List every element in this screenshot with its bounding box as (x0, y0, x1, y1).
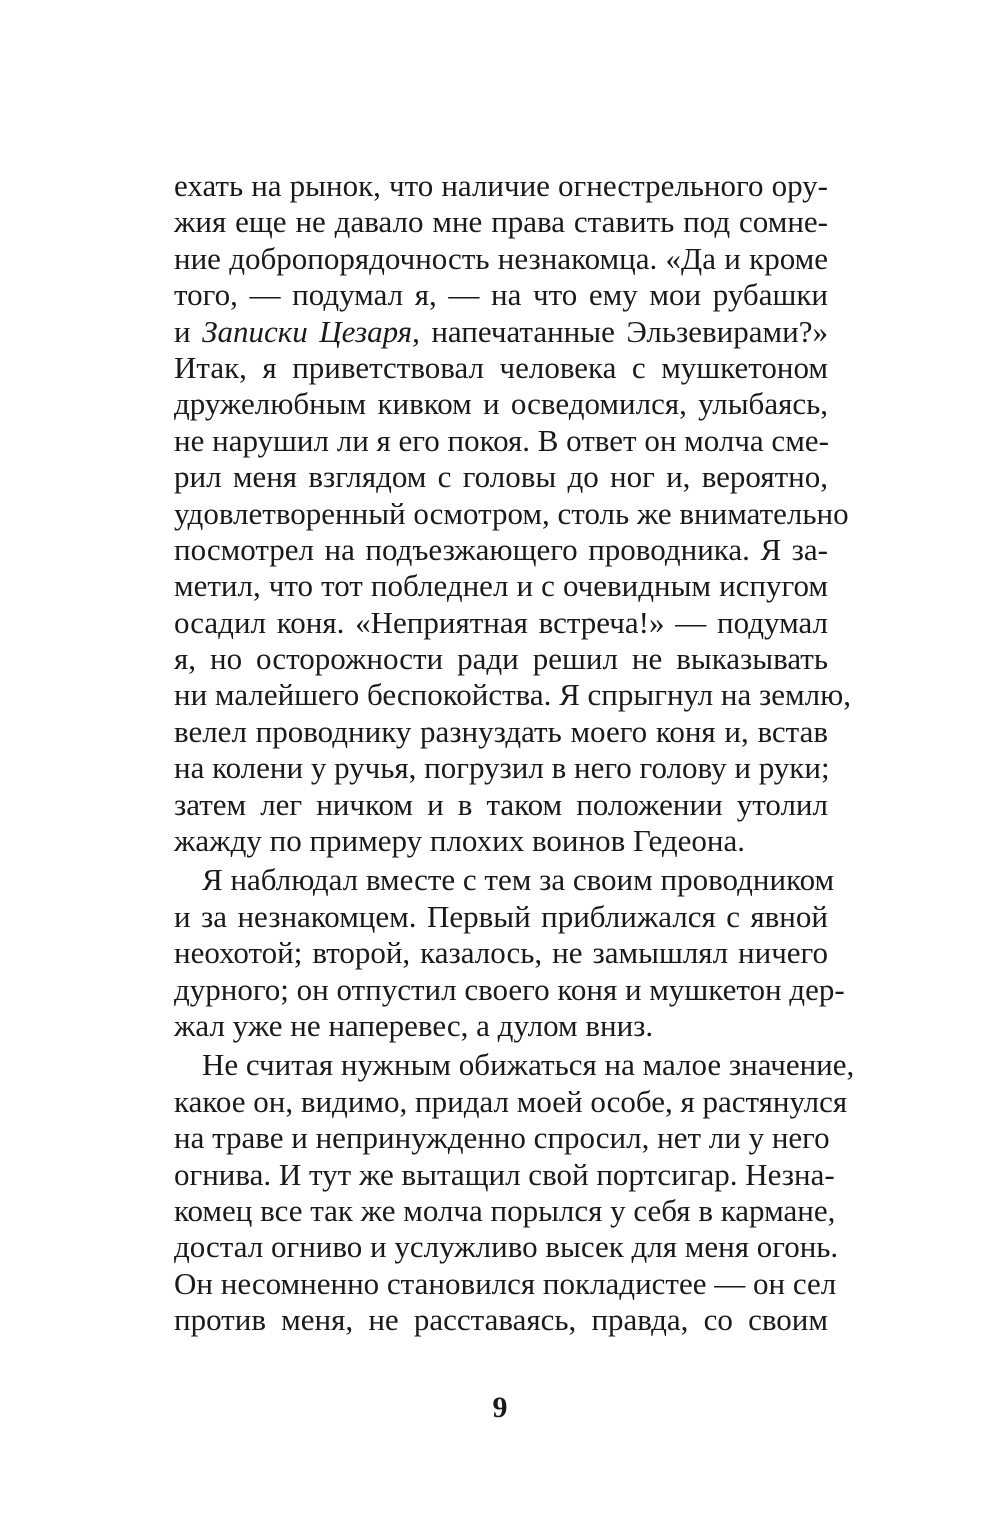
text-line: удовлетворенный осмотром, столь же внимательно (174, 495, 849, 531)
text-line: дружелюбным кивком и осведомился, улыбаясь, (174, 386, 828, 422)
text-line: метил, что тот побледнел и с очевидным испугом (174, 568, 828, 604)
paragraph-2 (174, 862, 845, 1044)
text-line: дурного; он отпустил своего коня и мушкетон дер- (174, 971, 845, 1007)
text-line: жия еще не давало мне права ставить под сомне- (174, 204, 828, 240)
text-line: того, — подумал я, — на что ему мои рубашки (174, 277, 828, 313)
text-line: жал уже не наперевес, а дулом вниз. (174, 1007, 654, 1043)
text-line: велел проводнику разнуздать моего коня и, встав (174, 713, 828, 749)
text-line: достал огниво и услужливо высек для меня огонь. (174, 1229, 839, 1265)
text-line: рил меня взглядом с головы до ног и, вероятно, (174, 459, 828, 495)
text-line: комец все так же молча порылся у себя в кармане, (174, 1192, 836, 1228)
text-line: на траве и непринужденно спросил, нет ли у него (174, 1120, 830, 1156)
text-line: жажду по примеру плохих воинов Гедеона. (174, 823, 746, 859)
body-text (174, 168, 855, 1339)
text-line: огнива. И тут же вытащил свой портсигар. Незна- (174, 1156, 835, 1192)
text-line: ни малейшего беспокойства. Я спрыгнул на землю, (174, 677, 851, 713)
text-line: посмотрел на подъезжающего проводника. Я за- (174, 531, 828, 567)
text-line: неохотой; второй, казалось, не замышлял ничего (174, 935, 828, 971)
text-line: ние добропорядочность незнакомца. «Да и кроме (174, 240, 828, 276)
text-line: осадил коня. «Неприятная встреча!» — подумал (174, 604, 828, 640)
text-line: Я наблюдал вместе с тем за своим проводником (202, 862, 835, 898)
text-line: затем лег ничком и в таком положении утолил (174, 786, 828, 822)
book-title-italic: Записки Цезаря (202, 313, 413, 349)
text-line: Итак, я приветствовал человека с мушкетоном (174, 349, 828, 385)
text-line: на колени у ручья, погрузил в него голову и руки; (174, 750, 830, 786)
text-line: Не считая нужным обижаться на малое значение, (202, 1047, 855, 1083)
text-line: и за незнакомцем. Первый приближался с явной (174, 898, 828, 934)
text-line: какое он, видимо, придал моей особе, я растянулся (174, 1083, 848, 1119)
page-number: 9 (492, 1391, 508, 1424)
paragraph-1 (174, 168, 851, 859)
text-fragment: и (174, 313, 203, 349)
text-line (174, 314, 828, 350)
text-line: Он несомненно становился покладистее — он сел (174, 1265, 837, 1301)
text-line: я, но осторожности ради решил не выказывать (174, 641, 828, 677)
paragraph-3 (174, 1047, 855, 1338)
text-line: против меня, не расставаясь, правда, со своим (174, 1302, 828, 1338)
text-line: не нарушил ли я его покоя. В ответ он молча сме- (174, 422, 829, 458)
text-fragment: , напечатанные Эльзевирами?» (412, 313, 828, 349)
text-line: ехать на рынок, что наличие огнестрельного ору- (174, 168, 828, 203)
